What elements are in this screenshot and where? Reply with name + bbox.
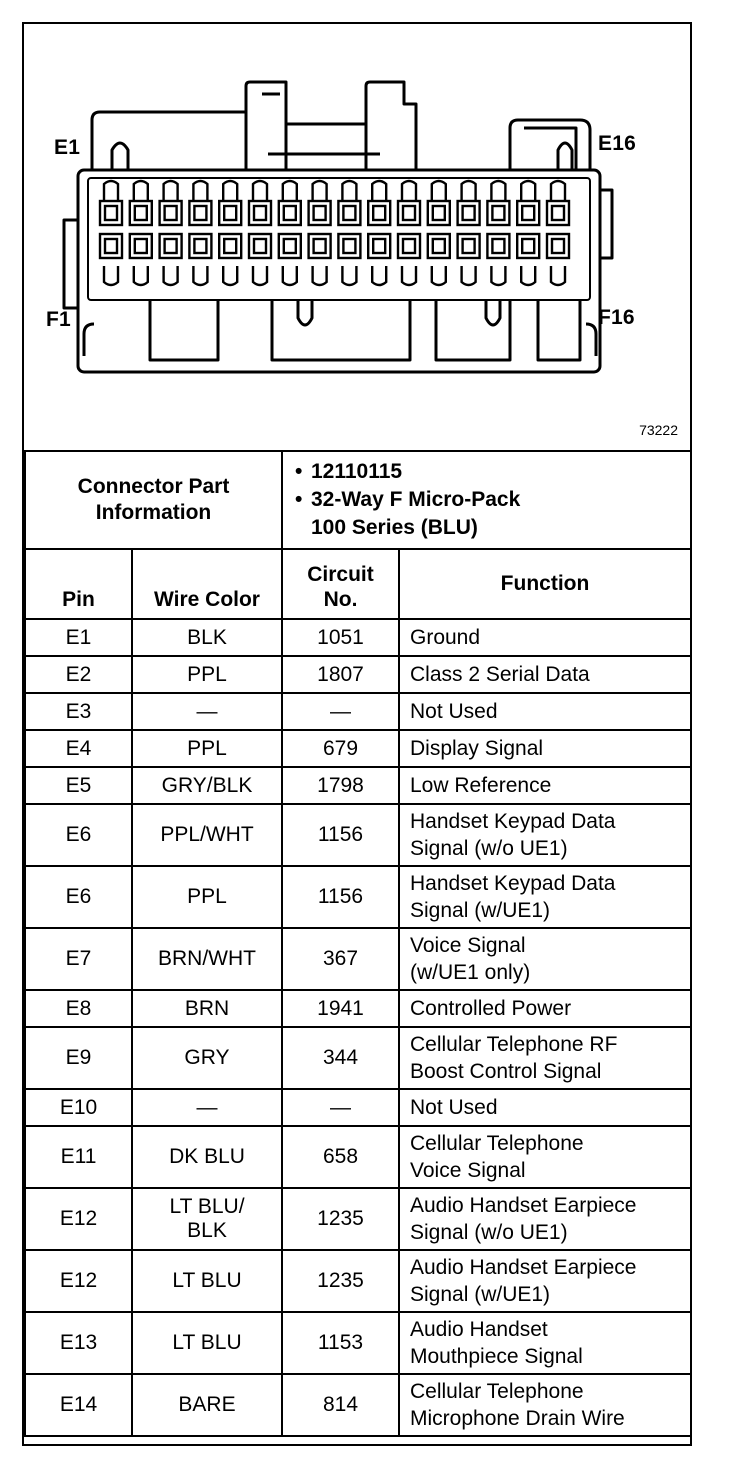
connector-description-line1: 32-Way F Micro-Pack: [311, 488, 521, 511]
wire-color-cell: [132, 656, 282, 693]
pin-latch-bottom: [104, 266, 118, 285]
function-cell-line: Audio Handset: [410, 1318, 548, 1341]
pin-contact-f: [522, 239, 534, 253]
header-circuit-line1: Circuit: [307, 563, 374, 586]
pin-contact-e: [284, 206, 296, 220]
wire-color-cell: [132, 1126, 282, 1188]
connector-drawing: [24, 24, 690, 450]
wire-color-cell: [132, 804, 282, 866]
pin-cell: E3: [25, 693, 132, 730]
table-row: [25, 928, 691, 990]
pin-cavity-e: [100, 201, 122, 225]
pin-cavity-e: [547, 201, 569, 225]
pin-latch-top: [342, 181, 356, 200]
pin-cavity-f: [398, 234, 420, 258]
wire-color-cell-line: —: [196, 699, 218, 723]
pin-contact-e: [403, 206, 415, 220]
wire-color-cell-line: LT BLU: [172, 1269, 242, 1292]
function-cell: [399, 619, 691, 656]
connector-outline: [24, 24, 690, 450]
wire-color-cell-line: LT BLU/: [169, 1195, 245, 1218]
pin-cavity-e: [428, 201, 450, 225]
wire-color-cell-line: BLK: [187, 1219, 227, 1242]
wire-color-cell-line: GRY/BLK: [161, 773, 253, 797]
header-circuit-no: [282, 549, 399, 619]
function-cell-line: Not Used: [410, 700, 498, 723]
pin-contact-e: [522, 206, 534, 220]
function-cell: [399, 1126, 691, 1188]
pin-contact-e: [194, 206, 206, 220]
pin-latch-bottom: [313, 266, 327, 285]
pin-cell: E14: [25, 1374, 132, 1436]
table-row: [25, 1188, 691, 1250]
circuit-cell: 1051: [282, 619, 399, 656]
pin-label-f16: F16: [598, 306, 635, 329]
function-cell-line: Cellular Telephone: [410, 1380, 584, 1403]
circuit-cell: 679: [282, 730, 399, 767]
function-cell: [399, 866, 691, 928]
wire-color-cell: [132, 1027, 282, 1089]
pin-cell: E10: [25, 1089, 132, 1126]
function-cell-line: Signal (w/UE1): [410, 899, 551, 922]
pin-latch-top: [283, 181, 297, 200]
pin-cell: E4: [25, 730, 132, 767]
function-cell-line: Audio Handset Earpiece: [410, 1194, 637, 1217]
pin-contact-e: [343, 206, 355, 220]
function-cell: [399, 1027, 691, 1089]
connector-info-values: • 12110115 • 32-Way F Micro-Pack 100 Series (BLU): [282, 451, 691, 549]
circuit-cell: 344: [282, 1027, 399, 1089]
wire-color-cell-line: DK BLU: [169, 1145, 245, 1168]
function-cell-line: Signal (w/o UE1): [410, 1221, 568, 1244]
function-cell: [399, 656, 691, 693]
pin-latch-bottom: [193, 266, 207, 285]
pin-contact-e: [254, 206, 266, 220]
pin-cavity-f: [249, 234, 271, 258]
pin-contact-f: [224, 239, 236, 253]
pin-cell: E9: [25, 1027, 132, 1089]
pin-latch-bottom: [521, 266, 535, 285]
pin-cell: E12: [25, 1250, 132, 1312]
pin-contact-f: [343, 239, 355, 253]
circuit-cell: 658: [282, 1126, 399, 1188]
pin-cell: E11: [25, 1126, 132, 1188]
pin-cavity-e: [309, 201, 331, 225]
function-cell: [399, 990, 691, 1027]
pin-cavity-f: [517, 234, 539, 258]
table-row: [25, 693, 691, 730]
pin-latch-bottom: [342, 266, 356, 285]
function-cell-line: Cellular Telephone RF: [410, 1033, 618, 1056]
pin-latch-top: [104, 181, 118, 200]
pin-latch-top: [313, 181, 327, 200]
connector-table: [24, 450, 692, 1437]
function-cell: [399, 1188, 691, 1250]
pin-contact-f: [403, 239, 415, 253]
pin-cavity-e: [279, 201, 301, 225]
pin-latch-bottom: [462, 266, 476, 285]
function-cell-line: Controlled Power: [410, 997, 572, 1020]
function-cell-line: Handset Keypad Data: [410, 872, 616, 895]
pin-contact-e: [314, 206, 326, 220]
pin-cavity-e: [189, 201, 211, 225]
function-cell: [399, 804, 691, 866]
wire-color-cell-line: PPL: [187, 885, 227, 908]
pin-cell: E13: [25, 1312, 132, 1374]
pin-cavity-f: [309, 234, 331, 258]
function-cell-line: Not Used: [410, 1096, 498, 1119]
pin-cavity-f: [547, 234, 569, 258]
wire-color-cell: [132, 1250, 282, 1312]
pin-contact-f: [492, 239, 504, 253]
wire-color-cell: [132, 990, 282, 1027]
pin-cavity-e: [398, 201, 420, 225]
wire-color-cell: [132, 866, 282, 928]
pin-label-e1: E1: [54, 136, 81, 159]
pin-latch-top: [462, 181, 476, 200]
wire-color-cell-line: LT BLU: [172, 1331, 242, 1354]
function-cell: [399, 1089, 691, 1126]
pin-latch-bottom: [551, 266, 565, 285]
pin-cavity-f: [428, 234, 450, 258]
pin-cavity-f: [338, 234, 360, 258]
pin-cavity-e: [487, 201, 509, 225]
wire-color-cell: [132, 693, 282, 730]
wire-color-cell-line: BRN: [184, 996, 230, 1020]
pin-contact-f: [463, 239, 475, 253]
wire-color-cell: [132, 1188, 282, 1250]
pin-contact-f: [254, 239, 266, 253]
table-row: [25, 619, 691, 656]
pin-contact-e: [165, 206, 177, 220]
table-header-row: [25, 549, 691, 619]
pin-cavity-f: [130, 234, 152, 258]
function-cell-line: Mouthpiece Signal: [410, 1345, 583, 1368]
pin-cavity-f: [487, 234, 509, 258]
pin-contact-e: [135, 206, 147, 220]
table-row: [25, 1126, 691, 1188]
circuit-cell: —: [282, 1089, 399, 1126]
pin-contact-f: [105, 239, 117, 253]
function-cell: [399, 730, 691, 767]
pin-latch-bottom: [223, 266, 237, 285]
function-cell-line: Handset Keypad Data: [410, 810, 616, 833]
function-cell: [399, 1312, 691, 1374]
table-row: [25, 804, 691, 866]
circuit-cell: 367: [282, 928, 399, 990]
part-number: 12110115: [311, 460, 403, 483]
wire-color-cell-line: PPL: [187, 736, 227, 760]
pin-latch-top: [402, 181, 416, 200]
pin-cell: E1: [25, 619, 132, 656]
pin-cavity-f: [458, 234, 480, 258]
pin-latch-top: [253, 181, 267, 200]
pin-contact-e: [463, 206, 475, 220]
pin-contact-f: [552, 239, 564, 253]
pin-cavity-e: [517, 201, 539, 225]
wire-color-cell: [132, 730, 282, 767]
connector-info-header-line2: Information: [95, 501, 212, 524]
function-cell-line: Display Signal: [410, 737, 544, 760]
pin-latch-bottom: [372, 266, 386, 285]
pin-contact-e: [552, 206, 564, 220]
table-row: [25, 1089, 691, 1126]
wire-color-cell-line: PPL/WHT: [160, 823, 254, 846]
pin-cell: E6: [25, 804, 132, 866]
pin-label-f1: F1: [46, 308, 71, 331]
connector-info-header: [25, 451, 282, 549]
pin-latch-top: [521, 181, 535, 200]
pin-latch-bottom: [164, 266, 178, 285]
circuit-cell: 1807: [282, 656, 399, 693]
pin-cavity-e: [130, 201, 152, 225]
circuit-cell: 814: [282, 1374, 399, 1436]
wire-color-cell: [132, 767, 282, 804]
pin-contact-f: [284, 239, 296, 253]
table-row: [25, 730, 691, 767]
wire-color-cell: [132, 1089, 282, 1126]
table-row: [25, 1374, 691, 1436]
table-row: [25, 1027, 691, 1089]
pin-cell: E2: [25, 656, 132, 693]
connector-description-line2: 100 Series (BLU): [311, 516, 478, 539]
pin-cavity-f: [189, 234, 211, 258]
function-cell: [399, 928, 691, 990]
pin-cavity-f: [160, 234, 182, 258]
function-cell: [399, 1250, 691, 1312]
function-cell-line: Signal (w/o UE1): [410, 837, 568, 860]
function-cell-line: Voice Signal: [410, 934, 526, 957]
pin-cavity-e: [219, 201, 241, 225]
pin-contact-f: [314, 239, 326, 253]
pin-contact-e: [433, 206, 445, 220]
circuit-cell: 1235: [282, 1250, 399, 1312]
pin-contact-e: [224, 206, 236, 220]
wire-color-cell: [132, 1312, 282, 1374]
wire-color-cell-line: GRY: [184, 1046, 230, 1069]
pin-cavity-e: [338, 201, 360, 225]
connector-sheet: [22, 22, 692, 1446]
pin-contact-e: [373, 206, 385, 220]
wire-color-cell: [132, 928, 282, 990]
pin-contact-f: [165, 239, 177, 253]
pin-cell: E5: [25, 767, 132, 804]
pin-latch-bottom: [432, 266, 446, 285]
circuit-cell: 1153: [282, 1312, 399, 1374]
pin-cavity-f: [100, 234, 122, 258]
table-row: [25, 1312, 691, 1374]
pin-latch-top: [551, 181, 565, 200]
pin-latch-top: [491, 181, 505, 200]
function-cell-line: Ground: [410, 626, 481, 649]
pin-latch-top: [164, 181, 178, 200]
wire-color-cell-line: BRN/WHT: [158, 947, 256, 970]
pin-cell: E6: [25, 866, 132, 928]
pin-latch-top: [432, 181, 446, 200]
circuit-cell: 1156: [282, 804, 399, 866]
pin-cavity-e: [368, 201, 390, 225]
table-row: [25, 656, 691, 693]
function-cell-line: Class 2 Serial Data: [410, 663, 590, 686]
circuit-cell: 1235: [282, 1188, 399, 1250]
pin-contact-e: [105, 206, 117, 220]
pin-contact-f: [194, 239, 206, 253]
pin-contact-e: [492, 206, 504, 220]
circuit-cell: —: [282, 693, 399, 730]
function-cell-line: Low Reference: [410, 774, 552, 797]
pin-latch-top: [134, 181, 148, 200]
pin-cavity-e: [160, 201, 182, 225]
wire-color-cell-line: PPL: [187, 662, 227, 686]
function-cell-line: (w/UE1 only): [410, 961, 531, 984]
wire-color-cell-line: BARE: [178, 1393, 236, 1416]
table-row: [25, 990, 691, 1027]
function-cell-line: Cellular Telephone: [410, 1132, 584, 1155]
pin-cell: E12: [25, 1188, 132, 1250]
pin-cell: E8: [25, 990, 132, 1027]
function-cell-line: Signal (w/UE1): [410, 1283, 551, 1306]
wire-color-cell-line: —: [196, 1095, 218, 1119]
function-cell-line: Microphone Drain Wire: [410, 1407, 625, 1430]
header-function: Function: [399, 549, 691, 619]
pin-latch-bottom: [491, 266, 505, 285]
pin-cavity-f: [219, 234, 241, 258]
function-cell: [399, 693, 691, 730]
function-cell-line: Boost Control Signal: [410, 1060, 602, 1083]
circuit-cell: 1941: [282, 990, 399, 1027]
function-cell: [399, 767, 691, 804]
pin-contact-f: [135, 239, 147, 253]
circuit-cell: 1798: [282, 767, 399, 804]
figure-number: 73222: [639, 422, 678, 438]
pin-latch-top: [223, 181, 237, 200]
pin-label-e16: E16: [598, 132, 636, 155]
pin-latch-bottom: [402, 266, 416, 285]
pin-latch-bottom: [253, 266, 267, 285]
table-row: [25, 767, 691, 804]
header-pin: Pin: [25, 549, 132, 619]
wire-color-cell-line: BLK: [187, 625, 227, 649]
circuit-cell: 1156: [282, 866, 399, 928]
function-cell-line: Voice Signal: [410, 1159, 526, 1182]
pin-cavity-e: [249, 201, 271, 225]
pin-contact-f: [433, 239, 445, 253]
pin-latch-bottom: [134, 266, 148, 285]
pin-latch-bottom: [283, 266, 297, 285]
function-cell: [399, 1374, 691, 1436]
pin-cell: E7: [25, 928, 132, 990]
wire-color-cell: [132, 1374, 282, 1436]
pin-latch-top: [193, 181, 207, 200]
connector-info-header-line1: Connector Part: [77, 475, 230, 498]
wire-color-cell: [132, 619, 282, 656]
table-row: [25, 866, 691, 928]
table-row: [25, 1250, 691, 1312]
pin-cavity-e: [458, 201, 480, 225]
connector-info-row: [25, 451, 691, 549]
header-circuit-line2: No.: [323, 588, 358, 611]
pin-latch-top: [372, 181, 386, 200]
pin-cavity-f: [368, 234, 390, 258]
header-wire-color: Wire Color: [132, 549, 282, 619]
pin-contact-f: [373, 239, 385, 253]
pin-cavity-f: [279, 234, 301, 258]
function-cell-line: Audio Handset Earpiece: [410, 1256, 637, 1279]
